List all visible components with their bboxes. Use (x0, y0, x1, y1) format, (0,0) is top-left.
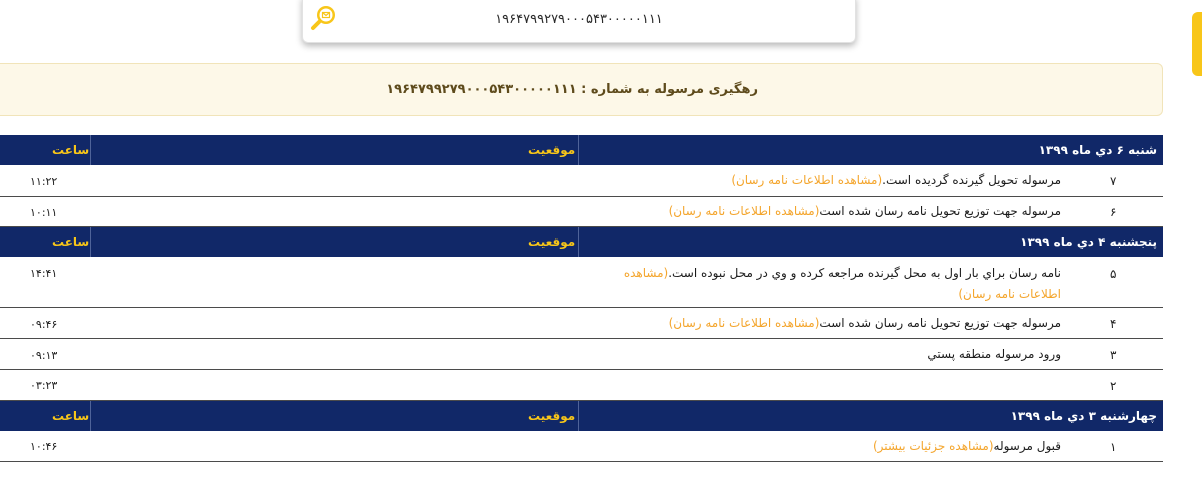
postman-info-link[interactable]: (مشاهده اطلاعات نامه رسان) (668, 204, 820, 218)
row-index: ۱ (1110, 440, 1117, 454)
row-text: قبول مرسوله (993, 439, 1061, 453)
details-link[interactable]: (مشاهده جزئيات بيشتر) (872, 439, 994, 453)
postman-info-link[interactable]: (مشاهده اطلاعات نامه رسان) (668, 316, 820, 330)
row-description (601, 263, 1061, 305)
row-time: ۰۳:۲۳ (30, 379, 58, 392)
tracking-number: ۱۹۶۴۷۹۹۲۷۹۰۰۰۵۴۳۰۰۰۰۰۱۱۱ (495, 12, 663, 27)
row-text: نامه رسان براي بار اول به محل گيرنده مراجعه كرده و وي در محل نبوده است. (668, 266, 1061, 280)
row-time: ۱۰:۴۶ (30, 440, 58, 453)
row-index: ۵ (1110, 267, 1117, 281)
row-time: ۱۰:۱۱ (30, 206, 58, 219)
table-row (0, 308, 1163, 339)
tracking-banner (0, 63, 1163, 116)
row-description (873, 436, 1061, 457)
day-header-date: پنجشنبه ۴ دي ماه ۱۳۹۹ (1020, 235, 1157, 249)
row-text: مرسوله تحويل گيرنده گرديده است. (882, 173, 1061, 187)
row-index: ۷ (1110, 174, 1117, 188)
row-description (669, 201, 1061, 222)
row-text: ورود مرسوله منطقه پستي (927, 347, 1061, 361)
table-row (0, 339, 1163, 370)
row-description (669, 313, 1061, 334)
row-description (927, 344, 1061, 365)
row-time: ۱۱:۲۲ (30, 175, 58, 188)
row-index: ۶ (1110, 205, 1117, 219)
day-header (0, 135, 1163, 165)
day-header-date: چهارشنبه ۳ دي ماه ۱۳۹۹ (1010, 409, 1157, 423)
row-time: ۱۴:۴۱ (30, 267, 58, 280)
day-header (0, 227, 1163, 257)
column-location: موقعيت (528, 235, 576, 249)
column-time: ساعت (52, 143, 90, 157)
row-text: مرسوله جهت توزيع تحويل نامه رسان شده است (819, 316, 1061, 330)
column-time: ساعت (52, 409, 90, 423)
tracking-search-box[interactable] (302, 0, 856, 43)
postman-info-link[interactable]: (مشاهده اطلاعات نامه رسان) (623, 266, 1061, 301)
row-description (731, 170, 1061, 191)
day-header-date: شنبه ۶ دي ماه ۱۳۹۹ (1038, 143, 1157, 157)
table-row (0, 431, 1163, 462)
day-header (0, 401, 1163, 431)
table-row (0, 370, 1163, 401)
banner-title: رهگیری مرسوله به شماره : ۱۹۶۴۷۹۹۲۷۹۰۰۰۵۴۳۰۰۰۰۰۱۱۱ (386, 82, 758, 97)
side-tab[interactable] (1192, 12, 1202, 76)
column-location: موقعيت (528, 143, 576, 157)
row-time: ۰۹:۴۶ (30, 318, 58, 331)
table-row (0, 257, 1163, 308)
row-index: ۲ (1110, 379, 1117, 393)
column-location: موقعيت (528, 409, 576, 423)
row-time: ۰۹:۱۳ (30, 349, 58, 362)
table-row (0, 165, 1163, 197)
row-text: مرسوله جهت توزيع تحويل نامه رسان شده است (819, 204, 1061, 218)
row-index: ۴ (1110, 317, 1117, 331)
column-time: ساعت (52, 235, 90, 249)
table-row (0, 197, 1163, 227)
postman-info-link[interactable]: (مشاهده اطلاعات نامه رسان) (731, 173, 883, 187)
row-index: ۳ (1110, 348, 1117, 362)
